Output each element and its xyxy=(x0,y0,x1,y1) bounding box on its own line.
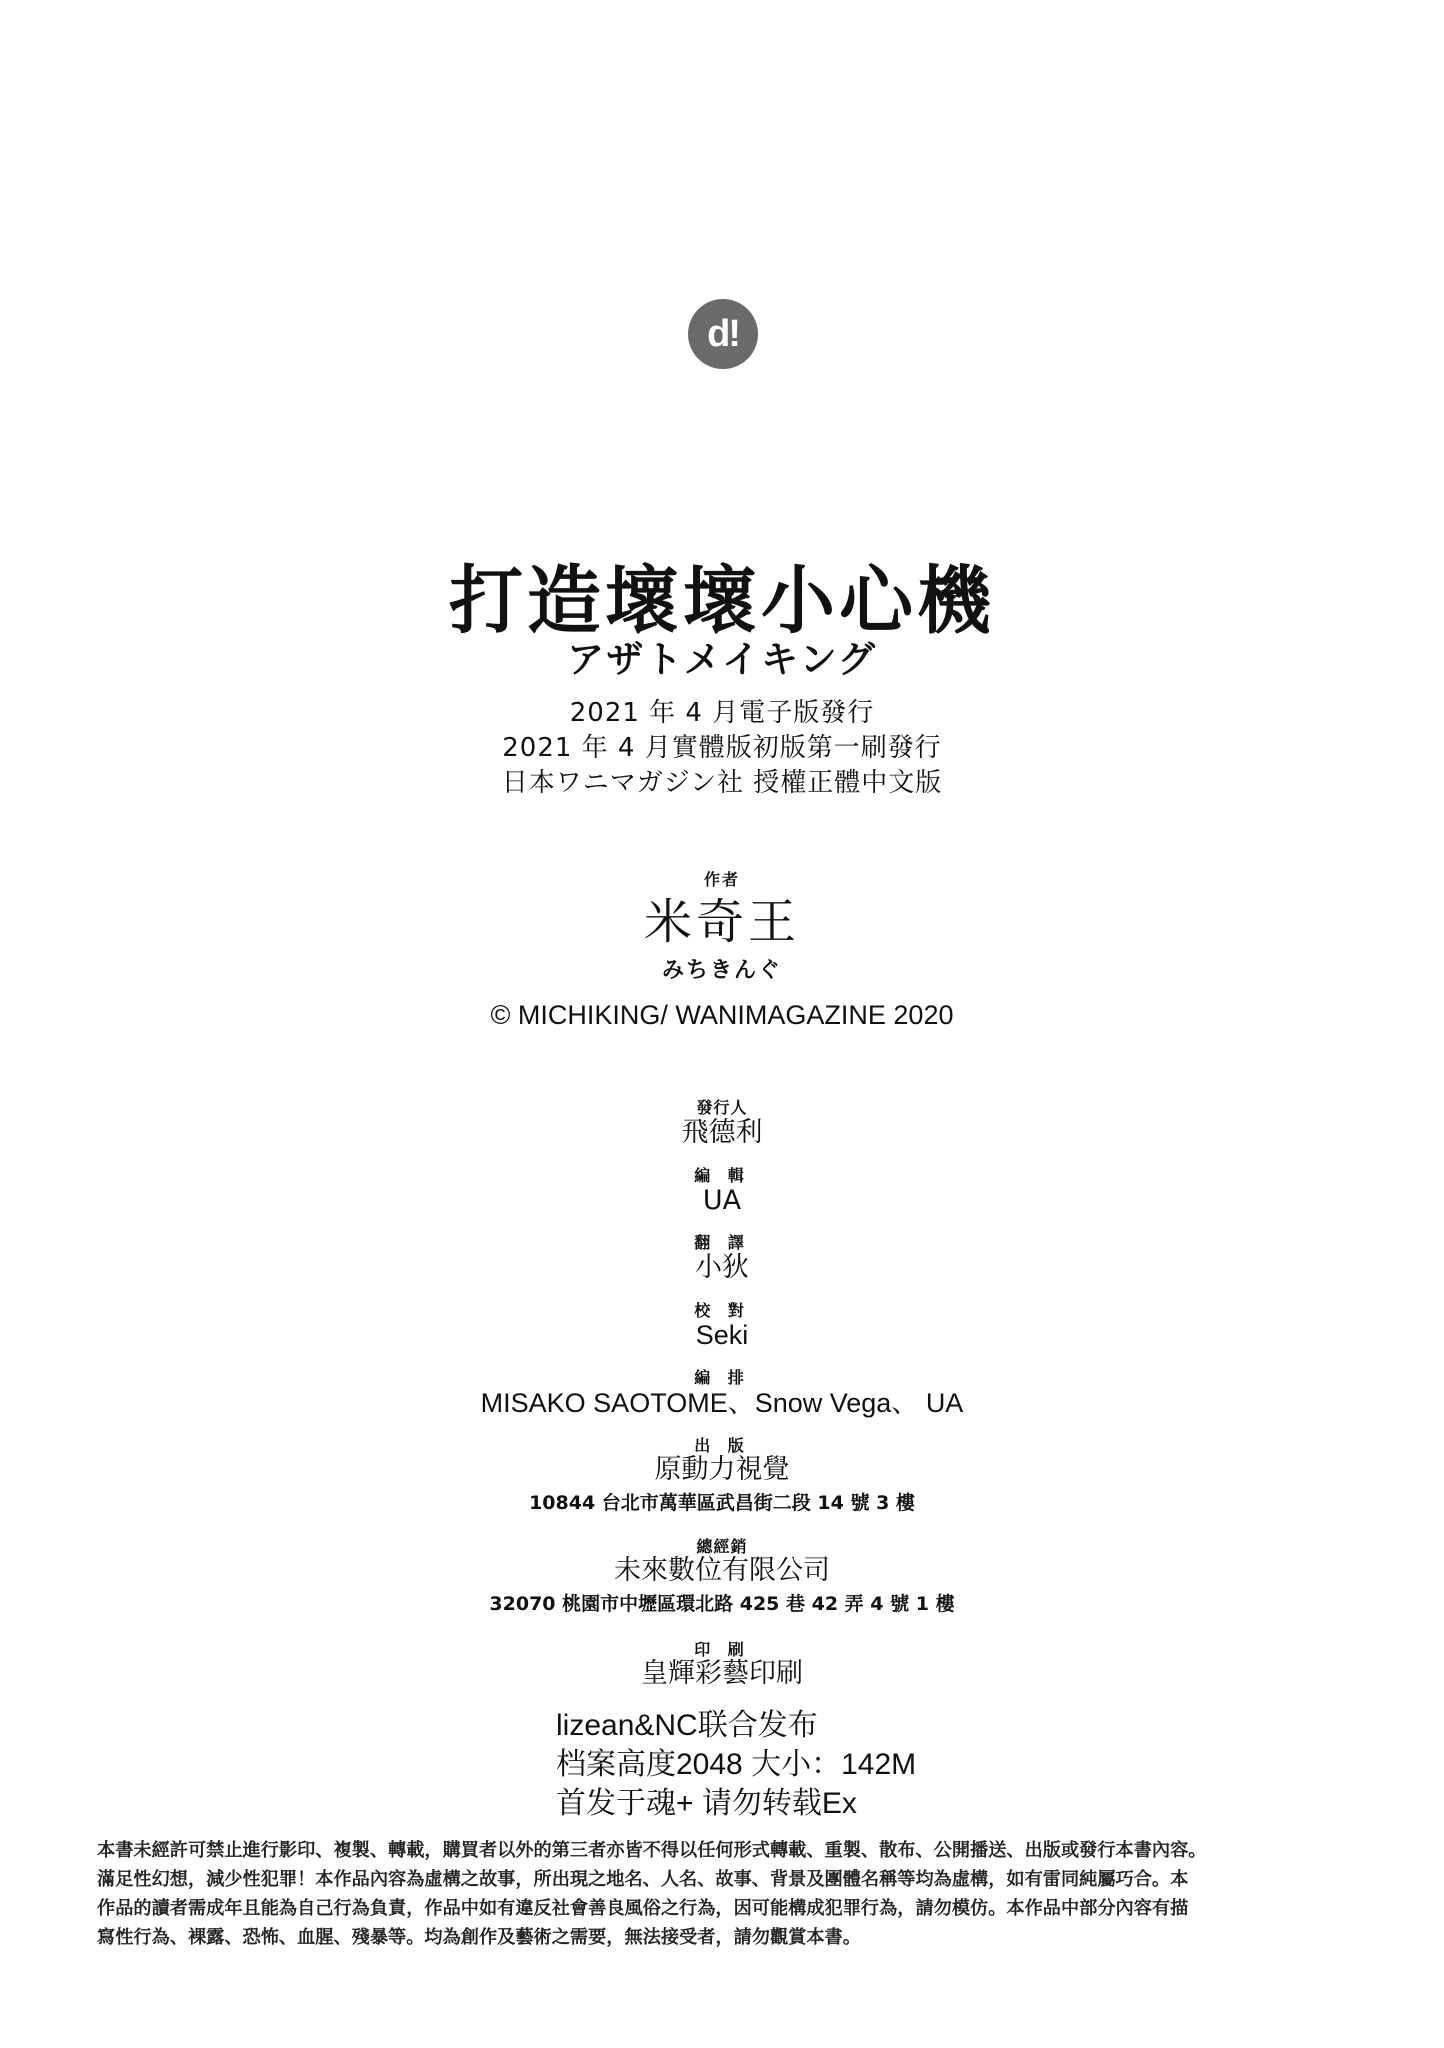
credit-address: 10844 台北市萬華區武昌街二段 14 號 3 樓 xyxy=(529,1492,915,1514)
author-name: 米奇王 xyxy=(643,894,800,950)
edition-line: 2021 年 4 月電子版發行 xyxy=(569,698,875,728)
release-note: 首发于魂+ 请勿转载Ex xyxy=(556,1787,857,1820)
legal-line: 本書未經許可禁止進行影印、複製、轉載，購買者以外的第三者亦皆不得以任何形式轉載、重製、散布、公開播送、出版或發行本書內容。 xyxy=(97,1840,1207,1861)
credit-role: 印 刷 xyxy=(694,1640,750,1659)
credit-name: 小狄 xyxy=(695,1252,749,1283)
copyright-line: © MICHIKING/ WANIMAGAZINE 2020 xyxy=(490,1000,954,1030)
credit-role: 編 輯 xyxy=(694,1166,750,1185)
credit-name: 飛德利 xyxy=(681,1117,763,1148)
credit-name: 皇輝彩藝印刷 xyxy=(641,1658,803,1689)
release-note: lizean&NC联合发布 xyxy=(556,1709,818,1742)
publisher-logo-mark: d! xyxy=(707,313,739,355)
legal-line: 寫性行為、裸露、恐怖、血腥、殘暴等。均為創作及藝術之需要，無法接受者，請勿觀賞本書。 xyxy=(97,1927,861,1948)
edition-line: 日本ワニマガジン社 授權正體中文版 xyxy=(501,768,943,798)
credit-name: Seki xyxy=(695,1320,749,1350)
author-role: 作者 xyxy=(703,870,740,889)
credit-name: UA xyxy=(702,1185,742,1216)
edition-line: 2021 年 4 月實體版初版第一刷發行 xyxy=(502,733,942,763)
publisher-logo xyxy=(688,299,758,369)
credit-name: 未來數位有限公司 xyxy=(614,1555,830,1586)
credit-address: 32070 桃園市中壢區環北路 425 巷 42 弄 4 號 1 樓 xyxy=(489,1593,955,1615)
legal-notice xyxy=(97,1836,1357,1952)
credit-role: 校 對 xyxy=(694,1301,750,1320)
book-title-japanese: アザトメイキング xyxy=(567,638,877,681)
credit-role: 出 版 xyxy=(694,1436,750,1455)
credit-name: MISAKO SAOTOME、Snow Vega、 UA xyxy=(480,1388,964,1418)
credit-name: 原動力視覺 xyxy=(654,1454,790,1485)
legal-line: 滿足性幻想，減少性犯罪！本作品內容為虛構之故事，所出現之地名、人名、故事、背景及團體名稱等均為虛構，如有雷同純屬巧合。本 xyxy=(97,1869,1189,1890)
credit-role: 翻 譯 xyxy=(694,1233,750,1252)
legal-line: 作品的讀者需成年且能為自己行為負責，作品中如有違反社會善良風俗之行為，因可能構成犯罪行為，請勿模仿。本作品中部分內容有描 xyxy=(97,1898,1189,1919)
book-title: 打造壞壞小心機 xyxy=(449,558,995,644)
credit-role: 編 排 xyxy=(694,1368,750,1387)
credit-role: 總經銷 xyxy=(696,1537,748,1556)
release-note: 档案高度2048 大小：142M xyxy=(556,1748,917,1781)
credit-role: 發行人 xyxy=(696,1098,748,1117)
author-kana: みちきんぐ xyxy=(661,958,782,983)
